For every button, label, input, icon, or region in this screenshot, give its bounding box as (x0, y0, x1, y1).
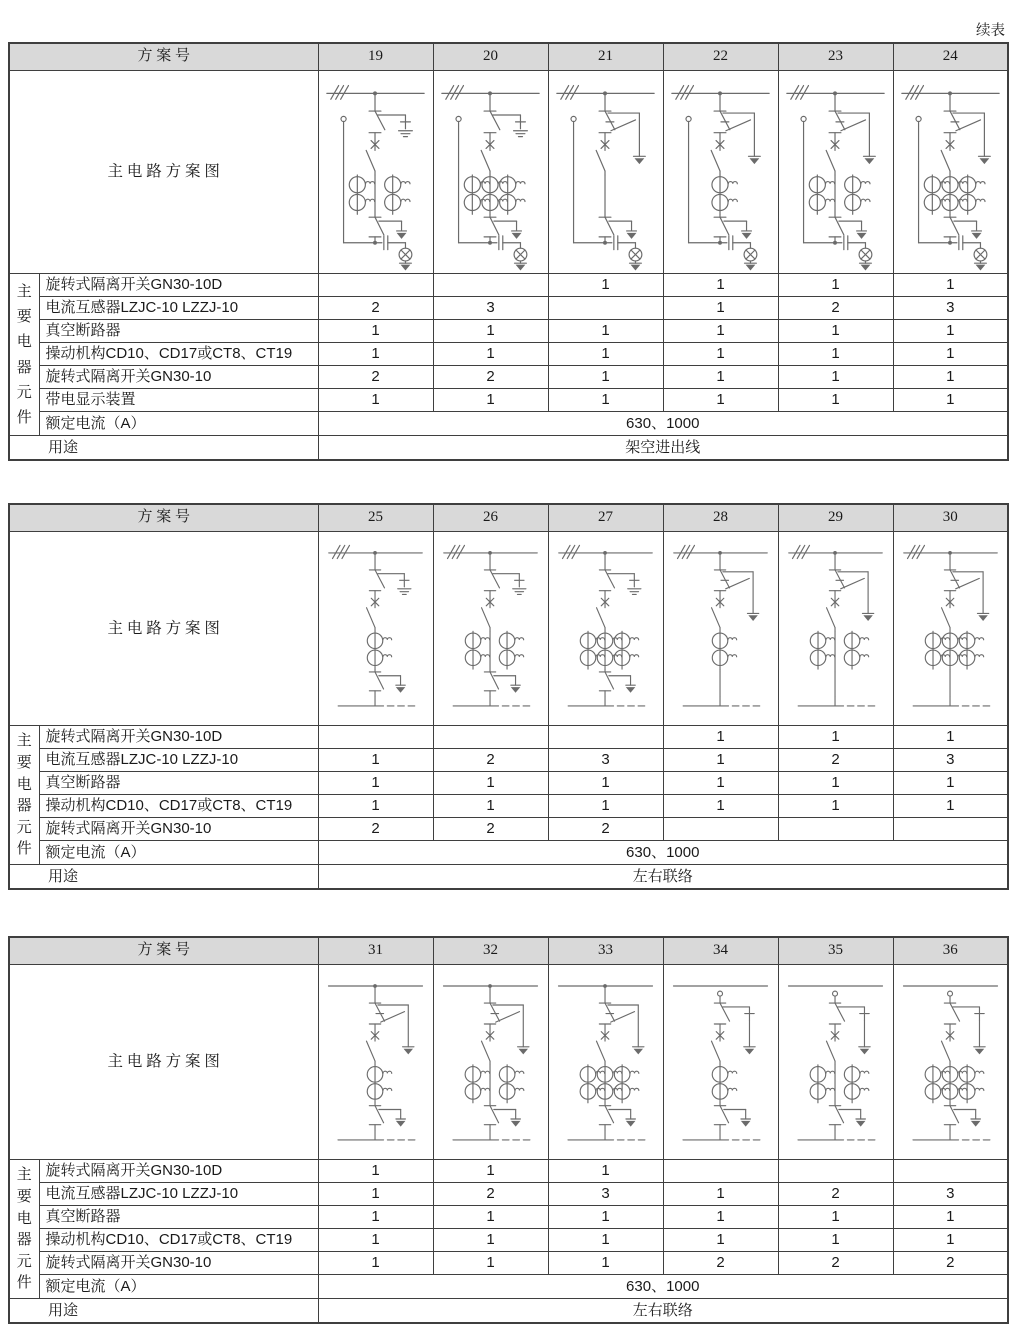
scheme-number: 23 (778, 43, 893, 71)
count-cell: 1 (663, 772, 778, 795)
count-cell (663, 818, 778, 841)
count-cell: 1 (663, 726, 778, 749)
group-char: 件 (16, 1274, 32, 1292)
rated-current-value: 630、1000 (318, 412, 1008, 436)
count-cell: 1 (663, 343, 778, 366)
component-name-cell: 电流互感器LZJC-10 LZZJ-10 (39, 1183, 318, 1206)
count-cell: 1 (893, 274, 1008, 297)
circuit-diagram (549, 534, 662, 723)
circuit-diagram (434, 967, 547, 1157)
circuit-diagram (894, 73, 1007, 271)
count-cell: 1 (433, 320, 548, 343)
count-cell: 2 (318, 818, 433, 841)
count-cell: 3 (893, 1183, 1008, 1206)
scheme-number: 35 (778, 937, 893, 965)
scheme-number: 26 (433, 504, 548, 532)
count-cell: 1 (548, 389, 663, 412)
count-cell: 1 (318, 1206, 433, 1229)
group-char: 元 (16, 818, 32, 836)
count-cell: 1 (663, 1183, 778, 1206)
count-cell: 1 (893, 366, 1008, 389)
count-cell (548, 726, 663, 749)
component-name-cell: 旋转式隔离开关GN30-10 (39, 1252, 318, 1275)
count-cell: 1 (778, 1206, 893, 1229)
circuit-diagram (319, 534, 432, 723)
circuit-diagram (549, 967, 662, 1157)
count-cell: 1 (548, 274, 663, 297)
circuit-diagram-cell (548, 532, 663, 726)
component-name-cell: 电流互感器LZJC-10 LZZJ-10 (39, 297, 318, 320)
count-cell: 1 (318, 772, 433, 795)
count-cell: 1 (318, 1183, 433, 1206)
circuit-diagram-cell (778, 965, 893, 1160)
component-name-cell: 旋转式隔离开关GN30-10 (39, 366, 318, 389)
scheme-number: 27 (548, 504, 663, 532)
count-cell: 1 (433, 1252, 548, 1275)
count-cell: 1 (318, 1252, 433, 1275)
count-cell: 1 (433, 795, 548, 818)
usage-label: 用途 (9, 436, 318, 461)
group-char: 要 (16, 753, 32, 771)
scheme-header-cell: 方 案 号 (9, 937, 318, 965)
count-cell: 1 (548, 343, 663, 366)
rated-current-label: 额定电流（A） (39, 412, 318, 436)
count-cell: 1 (778, 320, 893, 343)
scheme-number: 32 (433, 937, 548, 965)
component-name-cell: 真空断路器 (39, 320, 318, 343)
circuit-diagram (319, 967, 432, 1157)
count-cell: 1 (433, 772, 548, 795)
group-char: 器 (16, 797, 32, 815)
circuit-diagram (434, 73, 547, 271)
count-cell: 1 (893, 389, 1008, 412)
scheme-header-cell: 方 案 号 (9, 43, 318, 71)
main-circuit-label: 主 电 路 方 案 图 (9, 532, 318, 726)
count-cell (318, 274, 433, 297)
count-cell: 1 (548, 1252, 663, 1275)
count-cell: 3 (893, 749, 1008, 772)
count-cell: 1 (778, 366, 893, 389)
circuit-diagram (779, 967, 892, 1157)
count-cell: 1 (893, 772, 1008, 795)
count-cell: 1 (433, 1206, 548, 1229)
circuit-diagram-cell (433, 71, 548, 274)
component-name-cell: 旋转式隔离开关GN30-10D (39, 274, 318, 297)
count-cell (778, 818, 893, 841)
circuit-diagram (894, 967, 1007, 1157)
count-cell: 2 (778, 1252, 893, 1275)
circuit-diagram (549, 73, 662, 271)
circuit-diagram-cell (778, 71, 893, 274)
count-cell (778, 1160, 893, 1183)
group-char: 件 (16, 840, 32, 858)
count-cell: 1 (663, 1229, 778, 1252)
group-char: 元 (16, 1252, 32, 1270)
count-cell: 1 (663, 795, 778, 818)
scheme-number: 34 (663, 937, 778, 965)
group-char: 要 (16, 307, 32, 325)
count-cell: 2 (778, 749, 893, 772)
count-cell: 2 (893, 1252, 1008, 1275)
count-cell (318, 726, 433, 749)
circuit-diagram-cell (548, 965, 663, 1160)
count-cell: 1 (318, 795, 433, 818)
component-name-cell: 真空断路器 (39, 1206, 318, 1229)
count-cell: 1 (663, 366, 778, 389)
scheme-number: 28 (663, 504, 778, 532)
count-cell: 1 (893, 320, 1008, 343)
count-cell: 2 (778, 1183, 893, 1206)
count-cell: 2 (433, 818, 548, 841)
count-cell: 1 (318, 343, 433, 366)
circuit-diagram (779, 73, 892, 271)
count-cell: 2 (663, 1252, 778, 1275)
count-cell: 1 (893, 1206, 1008, 1229)
count-cell: 1 (318, 389, 433, 412)
count-cell (433, 274, 548, 297)
component-name-cell: 旋转式隔离开关GN30-10 (39, 818, 318, 841)
spec-table-31-36 (8, 936, 1009, 1324)
count-cell (663, 1160, 778, 1183)
rated-current-label: 额定电流（A） (39, 1275, 318, 1299)
circuit-diagram (894, 534, 1007, 723)
component-name-cell: 带电显示装置 (39, 389, 318, 412)
group-char: 件 (16, 409, 32, 427)
count-cell: 1 (318, 1229, 433, 1252)
count-cell: 1 (778, 795, 893, 818)
count-cell: 3 (548, 749, 663, 772)
count-cell: 1 (663, 297, 778, 320)
rated-current-label: 额定电流（A） (39, 841, 318, 865)
circuit-diagram-cell (433, 532, 548, 726)
count-cell: 1 (318, 320, 433, 343)
circuit-diagram (779, 534, 892, 723)
count-cell: 1 (548, 772, 663, 795)
scheme-header-cell: 方 案 号 (9, 504, 318, 532)
component-name-cell: 电流互感器LZJC-10 LZZJ-10 (39, 749, 318, 772)
scheme-number: 20 (433, 43, 548, 71)
scheme-number: 31 (318, 937, 433, 965)
component-name-cell: 旋转式隔离开关GN30-10D (39, 726, 318, 749)
circuit-diagram-cell (318, 532, 433, 726)
component-group-label (9, 274, 39, 436)
count-cell: 1 (548, 795, 663, 818)
count-cell: 1 (548, 320, 663, 343)
group-char: 主 (16, 1166, 32, 1184)
usage-value: 左右联络 (318, 1299, 1008, 1324)
count-cell: 1 (663, 749, 778, 772)
component-name-cell: 操动机构CD10、CD17或CT8、CT19 (39, 1229, 318, 1252)
scheme-number: 33 (548, 937, 663, 965)
count-cell: 3 (893, 297, 1008, 320)
group-char: 器 (16, 1231, 32, 1249)
spec-table-25-30 (8, 503, 1009, 890)
circuit-diagram-cell (893, 965, 1008, 1160)
count-cell: 1 (548, 366, 663, 389)
scheme-number: 30 (893, 504, 1008, 532)
group-char: 要 (16, 1187, 32, 1205)
count-cell: 3 (548, 1183, 663, 1206)
group-char: 元 (16, 383, 32, 401)
count-cell: 1 (433, 1160, 548, 1183)
continued-table-label: 续表 (976, 23, 1005, 39)
circuit-diagram (434, 534, 547, 723)
circuit-diagram (664, 967, 777, 1157)
spec-table-19-24 (8, 42, 1009, 461)
count-cell (433, 726, 548, 749)
count-cell: 2 (318, 366, 433, 389)
component-group-label (9, 726, 39, 865)
count-cell: 1 (778, 389, 893, 412)
component-name-cell: 旋转式隔离开关GN30-10D (39, 1160, 318, 1183)
count-cell: 2 (433, 1183, 548, 1206)
count-cell: 2 (433, 749, 548, 772)
circuit-diagram-cell (318, 965, 433, 1160)
circuit-diagram (319, 73, 432, 271)
count-cell: 1 (778, 1229, 893, 1252)
count-cell: 1 (548, 1206, 663, 1229)
count-cell: 1 (433, 389, 548, 412)
scheme-number: 22 (663, 43, 778, 71)
circuit-diagram-cell (663, 71, 778, 274)
circuit-diagram (664, 534, 777, 723)
count-cell: 2 (318, 297, 433, 320)
count-cell: 1 (548, 1160, 663, 1183)
count-cell: 1 (663, 274, 778, 297)
count-cell (893, 818, 1008, 841)
circuit-diagram-cell (893, 532, 1008, 726)
circuit-diagram-cell (663, 965, 778, 1160)
count-cell: 1 (893, 795, 1008, 818)
circuit-diagram-cell (548, 71, 663, 274)
usage-value: 架空进出线 (318, 436, 1008, 461)
group-char: 电 (16, 775, 32, 793)
circuit-diagram-cell (318, 71, 433, 274)
component-name-cell: 真空断路器 (39, 772, 318, 795)
scheme-number: 24 (893, 43, 1008, 71)
count-cell: 1 (893, 726, 1008, 749)
count-cell: 1 (893, 343, 1008, 366)
count-cell: 3 (433, 297, 548, 320)
circuit-diagram-cell (778, 532, 893, 726)
count-cell (893, 1160, 1008, 1183)
count-cell: 1 (433, 343, 548, 366)
count-cell: 1 (663, 1206, 778, 1229)
count-cell: 1 (318, 1160, 433, 1183)
scheme-number: 36 (893, 937, 1008, 965)
count-cell: 1 (548, 1229, 663, 1252)
count-cell: 1 (778, 772, 893, 795)
usage-label: 用途 (9, 1299, 318, 1324)
count-cell: 1 (893, 1229, 1008, 1252)
group-char: 电 (16, 1209, 32, 1227)
group-char: 主 (16, 732, 32, 750)
count-cell: 1 (663, 320, 778, 343)
count-cell: 1 (433, 1229, 548, 1252)
count-cell: 2 (433, 366, 548, 389)
rated-current-value: 630、1000 (318, 1275, 1008, 1299)
count-cell: 1 (778, 726, 893, 749)
count-cell: 1 (663, 389, 778, 412)
group-char: 主 (16, 282, 32, 300)
group-char: 电 (16, 333, 32, 351)
count-cell (548, 297, 663, 320)
count-cell: 1 (778, 343, 893, 366)
scheme-number: 25 (318, 504, 433, 532)
component-name-cell: 操动机构CD10、CD17或CT8、CT19 (39, 795, 318, 818)
scheme-number: 21 (548, 43, 663, 71)
component-group-label (9, 1160, 39, 1299)
circuit-diagram (664, 73, 777, 271)
count-cell: 2 (778, 297, 893, 320)
count-cell: 1 (778, 274, 893, 297)
usage-label: 用途 (9, 865, 318, 890)
component-name-cell: 操动机构CD10、CD17或CT8、CT19 (39, 343, 318, 366)
main-circuit-label: 主 电 路 方 案 图 (9, 71, 318, 274)
scheme-number: 29 (778, 504, 893, 532)
circuit-diagram-cell (663, 532, 778, 726)
scheme-number: 19 (318, 43, 433, 71)
count-cell: 1 (318, 749, 433, 772)
circuit-diagram-cell (893, 71, 1008, 274)
group-char: 器 (16, 358, 32, 376)
count-cell: 2 (548, 818, 663, 841)
circuit-diagram-cell (433, 965, 548, 1160)
usage-value: 左右联络 (318, 865, 1008, 890)
rated-current-value: 630、1000 (318, 841, 1008, 865)
main-circuit-label: 主 电 路 方 案 图 (9, 965, 318, 1160)
